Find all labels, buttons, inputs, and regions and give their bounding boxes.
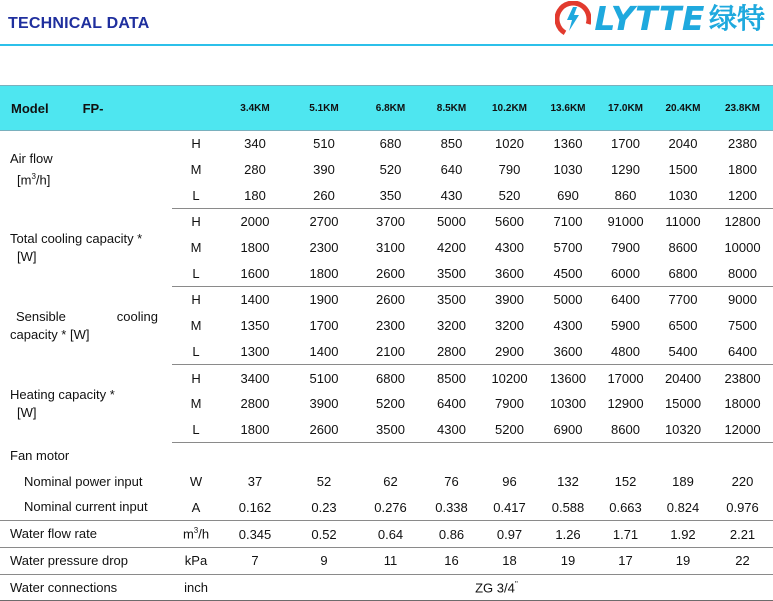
table-row (0, 495, 773, 521)
value-cell: 17000 (607, 370, 644, 386)
total-cooling-label (0, 209, 172, 287)
value-cell: 0.976 (712, 495, 773, 521)
value-cell: 0.97 (480, 521, 539, 548)
heating-label (0, 365, 172, 443)
value-cell: 5900 (611, 318, 640, 334)
fan-speed-level: M (190, 162, 202, 178)
value-cell: 18000 (724, 396, 761, 412)
value-cell: 2000 (240, 214, 270, 230)
value-cell: 0.345 (220, 521, 290, 548)
table-row (0, 365, 773, 391)
value-cell: 1800 (290, 260, 358, 286)
value-cell: 2600 (358, 260, 423, 286)
unit-cell: kPa (172, 548, 220, 575)
value-cell: 3500 (423, 260, 480, 286)
fan-speed-level: M (190, 240, 202, 256)
value-cell: 96 (502, 474, 517, 490)
brand-logo (555, 0, 765, 38)
value-cell: 0.338 (423, 495, 480, 521)
value-cell: 790 (498, 162, 521, 178)
value-cell: 4500 (539, 260, 597, 286)
value-cell: 4200 (437, 240, 466, 256)
value-cell: 2700 (309, 214, 339, 230)
value-cell: 20400 (664, 370, 702, 386)
value-cell: 12900 (607, 396, 644, 412)
document-title: TECHNICAL DATA (8, 15, 150, 32)
value-cell: 15000 (664, 396, 702, 412)
nominal-current-label: Nominal current input (0, 495, 172, 521)
page-header (0, 0, 773, 44)
value-cell: 9 (290, 548, 358, 575)
value-cell: 520 (480, 182, 539, 208)
value-cell: 152 (614, 474, 637, 490)
value-cell: 1600 (220, 260, 290, 286)
header-divider (0, 44, 773, 46)
value-cell: 189 (672, 474, 694, 490)
value-cell: 1400 (290, 339, 358, 365)
value-cell: 6000 (597, 260, 654, 286)
brand-name-chinese: 绿特 (708, 2, 765, 35)
value-cell: 0.276 (358, 495, 423, 521)
model-prefix: FP- (82, 100, 104, 116)
value-cell: 1.26 (539, 521, 597, 548)
value-cell: 8000 (712, 260, 773, 286)
value-cell: 1400 (240, 292, 270, 308)
value-cell: 62 (383, 474, 398, 490)
value-cell: 2.21 (712, 521, 773, 548)
airflow-unit: $[m^3/h]$ (17, 172, 51, 188)
fan-speed-level: M (190, 318, 202, 334)
value-cell: 5000 (437, 214, 466, 230)
water-connections-label: Water connections (0, 574, 172, 601)
airflow-title: Air flow (10, 151, 53, 167)
table-row (0, 287, 773, 313)
value-cell: 8600 (597, 417, 654, 443)
total-cooling-title: Total cooling capacity * (10, 230, 143, 246)
value-cell: 1900 (309, 292, 339, 308)
value-cell: 52 (316, 474, 332, 490)
value-cell: 5400 (654, 339, 712, 365)
value-cell: 10200 (491, 370, 528, 386)
value-cell: 4300 (495, 240, 524, 256)
value-cell: 0.52 (290, 521, 358, 548)
value-cell: 6800 (654, 260, 712, 286)
value-cell: 132 (557, 474, 579, 490)
value-cell: 2800 (240, 396, 270, 412)
value-cell: 0.588 (539, 495, 597, 521)
value-cell: 430 (423, 182, 480, 208)
value-cell: 1360 (553, 136, 583, 152)
value-cell: 2040 (668, 136, 698, 152)
value-cell: 6400 (611, 292, 640, 308)
fan-speed-level: H (191, 214, 201, 230)
value-cell: 2300 (309, 240, 339, 256)
unit-cell: inch (172, 574, 220, 601)
value-cell: 12000 (712, 417, 773, 443)
value-cell: 19 (539, 548, 597, 575)
value-cell: 260 (290, 182, 358, 208)
value-cell: 11 (358, 548, 423, 575)
value-cell: 5200 (480, 417, 539, 443)
value-cell: 18 (480, 548, 539, 575)
airflow-label (0, 131, 172, 209)
value-cell: 640 (440, 162, 463, 178)
total-cooling-unit: [W] (17, 248, 37, 264)
heating-unit: [W] (17, 404, 37, 420)
value-cell: 7900 (495, 396, 524, 412)
value-cell: 0.86 (423, 521, 480, 548)
model-column-header: 23.8KM (712, 86, 773, 131)
value-cell: 16 (423, 548, 480, 575)
table-row (0, 443, 773, 469)
value-cell: 1800 (220, 417, 290, 443)
value-cell: 6500 (668, 318, 698, 334)
value-cell: 6800 (376, 370, 405, 386)
value-cell: 3500 (437, 292, 466, 308)
fan-motor-label: Fan motor (10, 448, 70, 464)
value-cell: 7900 (611, 240, 640, 256)
value-cell: 2300 (376, 318, 405, 334)
value-cell: 10320 (654, 417, 712, 443)
table-row (0, 469, 773, 495)
technical-data-table (0, 85, 773, 601)
unit-cell: $m^3/h$ (172, 521, 220, 548)
model-column-header: 8.5KM (423, 86, 480, 131)
value-cell: 2100 (358, 339, 423, 365)
value-cell: 1350 (240, 318, 270, 334)
value-cell: 6900 (539, 417, 597, 443)
model-column-header: 10.2KM (480, 86, 539, 131)
value-cell: 1200 (712, 182, 773, 208)
value-cell: 17 (597, 548, 654, 575)
value-cell: 1700 (611, 136, 640, 152)
value-cell: 19 (654, 548, 712, 575)
value-cell: 9000 (728, 292, 757, 308)
table-row (0, 574, 773, 601)
value-cell: 10000 (724, 240, 761, 256)
value-cell: 0.417 (480, 495, 539, 521)
value-cell: 0.64 (358, 521, 423, 548)
value-cell: 6400 (712, 339, 773, 365)
fan-speed-level: H (191, 292, 201, 308)
value-cell: 220 (731, 474, 754, 490)
value-cell: 10300 (549, 396, 587, 412)
value-cell: 3100 (376, 240, 405, 256)
value-cell: 7500 (728, 318, 757, 334)
value-cell: 5200 (376, 396, 405, 412)
table-row (0, 548, 773, 575)
brand-emblem-icon (555, 1, 591, 37)
fan-speed-level: H (191, 136, 201, 152)
value-cell: 690 (539, 182, 597, 208)
value-cell: 5000 (553, 292, 583, 308)
value-cell: 3600 (539, 339, 597, 365)
value-cell: 180 (220, 182, 290, 208)
value-cell: 1500 (668, 162, 698, 178)
sensible-cooling-label (0, 287, 172, 365)
value-cell: 5600 (495, 214, 524, 230)
value-cell: 0.162 (220, 495, 290, 521)
value-cell: 91000 (607, 214, 644, 230)
value-cell: 23800 (724, 370, 761, 386)
fan-speed-level: M (190, 396, 202, 412)
value-cell: 2600 (290, 417, 358, 443)
value-cell: 1.71 (597, 521, 654, 548)
model-column-header: 6.8KM (358, 86, 423, 131)
value-cell: 11000 (665, 214, 701, 230)
value-cell: 13600 (549, 370, 587, 386)
table-row (0, 131, 773, 157)
value-cell: 3600 (480, 260, 539, 286)
value-cell: 4300 (423, 417, 480, 443)
value-cell: 340 (244, 136, 266, 152)
value-cell: 12800 (724, 214, 761, 230)
sensible-cooling-title: Sensible cooling (16, 308, 158, 324)
sensible-cooling-unit: capacity * [W] (10, 326, 90, 342)
value-cell: 1300 (220, 339, 290, 365)
value-cell: 3400 (240, 370, 270, 386)
fan-speed-level: L (172, 339, 220, 365)
value-cell: 390 (313, 162, 335, 178)
brand-name: LYTTE (594, 0, 705, 38)
table-row (0, 521, 773, 548)
water-flow-label: Water flow rate (0, 521, 172, 548)
value-cell: 1800 (240, 240, 270, 256)
value-cell: 8600 (668, 240, 698, 256)
value-cell: 1800 (728, 162, 757, 178)
fan-speed-level: L (172, 182, 220, 208)
unit-cell: A (172, 495, 220, 521)
model-label: Model (11, 100, 49, 116)
value-cell: 3500 (358, 417, 423, 443)
value-cell: 5100 (309, 370, 339, 386)
value-cell: 6400 (437, 396, 466, 412)
value-cell: 2900 (480, 339, 539, 365)
water-connections-value: ZG 3/4'' (220, 574, 773, 601)
heating-title: Heating capacity * (10, 386, 115, 402)
value-cell: 8500 (437, 370, 466, 386)
value-cell: 280 (244, 162, 266, 178)
value-cell: 3900 (309, 396, 339, 412)
value-cell: 3200 (495, 318, 524, 334)
value-cell: 7100 (553, 214, 583, 230)
value-cell: 2800 (423, 339, 480, 365)
value-cell: 4800 (597, 339, 654, 365)
table-row (0, 209, 773, 235)
value-cell: 2600 (376, 292, 405, 308)
fan-speed-level: L (172, 417, 220, 443)
value-cell: 4300 (553, 318, 583, 334)
value-cell: 5700 (553, 240, 583, 256)
value-cell: 850 (440, 136, 463, 152)
water-pressure-label: Water pressure drop (0, 548, 172, 575)
value-cell: 1290 (611, 162, 640, 178)
model-column-header: 13.6KM (539, 86, 597, 131)
nominal-power-label: Nominal power input (24, 473, 143, 489)
value-cell: 1030 (654, 182, 712, 208)
value-cell: 1.92 (654, 521, 712, 548)
value-cell: 3200 (437, 318, 466, 334)
value-cell: 680 (379, 136, 402, 152)
value-cell: 0.663 (597, 495, 654, 521)
value-cell: 1030 (553, 162, 583, 178)
value-cell: 37 (247, 474, 263, 490)
table-header-row (0, 86, 773, 131)
fan-speed-level: L (172, 260, 220, 286)
value-cell: 7 (220, 548, 290, 575)
model-column-header: 5.1KM (290, 86, 358, 131)
model-column-header: 3.4KM (220, 86, 290, 131)
value-cell: 2380 (728, 136, 757, 152)
value-cell: 350 (358, 182, 423, 208)
value-cell: 860 (597, 182, 654, 208)
model-header-cell (0, 86, 220, 131)
model-column-header: 20.4KM (654, 86, 712, 131)
value-cell: 3900 (495, 292, 524, 308)
value-cell: 1020 (495, 136, 524, 152)
model-column-header: 17.0KM (597, 86, 654, 131)
value-cell: 7700 (668, 292, 698, 308)
value-cell: 3700 (376, 214, 405, 230)
value-cell: 520 (379, 162, 402, 178)
value-cell: 510 (313, 136, 335, 152)
fan-speed-level: H (191, 370, 201, 386)
value-cell: 1700 (309, 318, 339, 334)
value-cell: 22 (712, 548, 773, 575)
value-cell: 76 (444, 474, 459, 490)
value-cell: 0.824 (654, 495, 712, 521)
value-cell: 0.23 (290, 495, 358, 521)
unit-cell: W (189, 474, 203, 490)
